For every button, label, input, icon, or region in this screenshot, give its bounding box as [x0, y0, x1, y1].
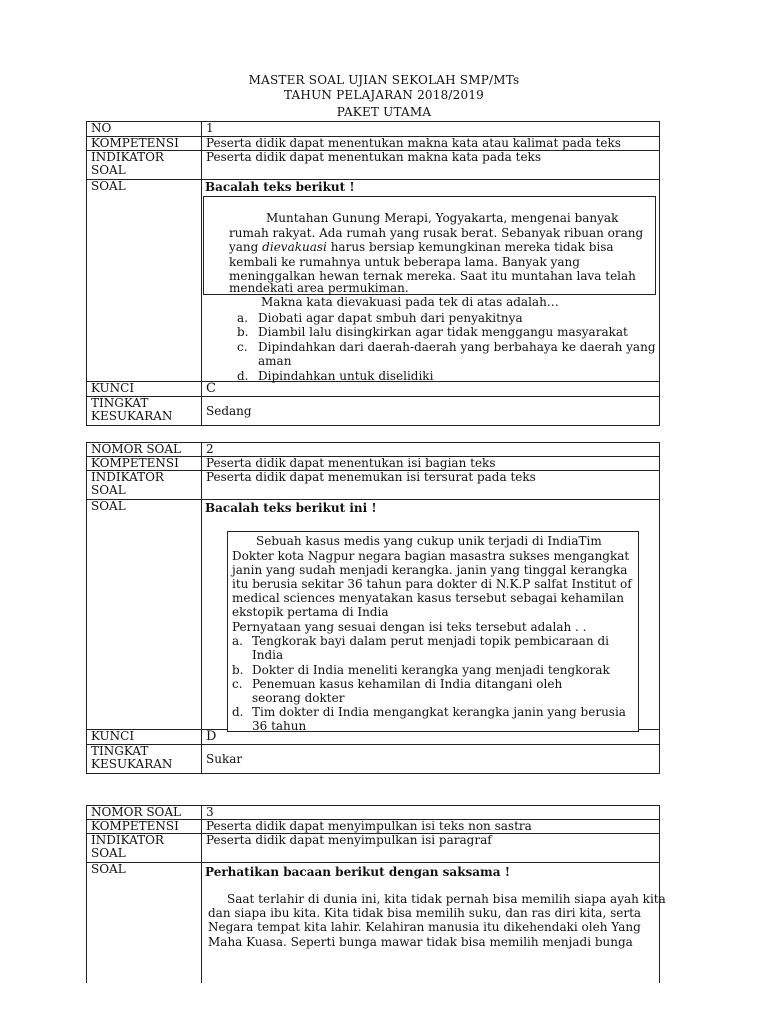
no-label: NO	[87, 122, 202, 137]
indikator-label: INDIKATOR SOAL	[87, 834, 202, 863]
passage-line: mendekati area permukiman.	[229, 281, 409, 295]
passage-line: itu berusia sekitar 36 tahun para dokter di N.K.P salfat Institut of	[232, 577, 632, 591]
indikator-value: Peserta didik dapat menemukan isi tersurat pada teks	[202, 471, 660, 500]
option-d: d. Dipindahkan untuk diselidiki	[237, 369, 434, 383]
doc-title: MASTER SOAL UJIAN SEKOLAH SMP/MTs	[248, 73, 520, 87]
kompetensi-value: Peserta didik dapat menentukan makna kata atau kalimat pada teks	[202, 137, 660, 151]
passage-line: medical sciences menyatakan kasus tersebut sebagai kehamilan	[232, 591, 624, 605]
passage-line: meninggalkan hewan ternak mereka. Saat itu muntahan lava telah	[229, 269, 636, 283]
no-value: 3	[202, 806, 660, 820]
question-2-question: Pernyataan yang sesuai dengan isi teks tersebut adalah . .	[232, 620, 587, 634]
no-value: 1	[202, 122, 660, 137]
tingkat-label: TINGKAT KESUKARAN	[87, 397, 202, 426]
passage-line: dan siapa ibu kita. Kita tidak bisa memilih suku, dan ras diri kita, serta	[208, 906, 642, 920]
kunci-value: C	[202, 382, 660, 397]
kompetensi-label: KOMPETENSI	[87, 137, 202, 151]
kunci-label: KUNCI	[87, 730, 202, 745]
passage-line: Dokter kota Nagpur negara bagian masastra sukses mengangkat	[232, 549, 630, 563]
question-2-instruction: Bacalah teks berikut ini !	[205, 501, 377, 515]
option-b: b. Dokter di India meneliti kerangka yang menjadi tengkorak	[232, 663, 610, 677]
question-2-passage-box	[227, 531, 639, 732]
option-c: c. Penemuan kasus kehamilan di India ditangani oleh seorang dokter	[232, 677, 563, 705]
no-label: NOMOR SOAL	[87, 806, 202, 820]
option-d: d. Tim dokter di India mengangkat kerangka janin yang berusia 36 tahun	[232, 705, 626, 733]
passage-line: yang dievakuasi harus bersiap kemungkinan mereka tidak bisa	[229, 240, 614, 254]
tingkat-value: Sukar	[202, 745, 660, 774]
passage-line: Negara tempat kita lahir. Kelahiran manusia itu dikehendaki oleh Yang	[208, 920, 641, 934]
passage-line: Maha Kuasa. Seperti bunga mawar tidak bisa memilih menjadi bunga	[208, 935, 633, 949]
kompetensi-value: Peserta didik dapat menyimpulkan isi teks non sastra	[202, 820, 660, 834]
soal-label: SOAL	[87, 863, 202, 983]
no-label: NOMOR SOAL	[87, 443, 202, 457]
soal-label: SOAL	[87, 180, 202, 382]
no-value: 2	[202, 443, 660, 457]
kompetensi-label: KOMPETENSI	[87, 820, 202, 834]
passage-line: rumah rakyat. Ada rumah yang rusak berat. Sebanyak ribuan orang	[229, 226, 644, 240]
tingkat-label: TINGKAT KESUKARAN	[87, 745, 202, 774]
doc-package: PAKET UTAMA	[336, 105, 432, 119]
kompetensi-value: Peserta didik dapat menentukan isi bagian teks	[202, 457, 660, 471]
passage-line: Saat terlahir di dunia ini, kita tidak pernah bisa memilih siapa ayah kita	[227, 892, 666, 906]
question-1-instruction: Bacalah teks berikut !	[205, 180, 355, 194]
soal-label: SOAL	[87, 500, 202, 730]
kompetensi-label: KOMPETENSI	[87, 457, 202, 471]
option-a: a. Diobati agar dapat smbuh dari penyakitnya	[237, 311, 523, 325]
kunci-label: KUNCI	[87, 382, 202, 397]
indikator-value: Peserta didik dapat menyimpulkan isi paragraf	[202, 834, 660, 863]
indikator-label: INDIKATOR SOAL	[87, 151, 202, 180]
indikator-value: Peserta didik dapat menentukan makna kata pada teks	[202, 151, 660, 180]
passage-line: Sebuah kasus medis yang cukup unik terjadi di IndiaTim	[256, 534, 602, 548]
passage-line: ekstopik pertama di India	[232, 605, 389, 619]
question-1-question: Makna kata dievakuasi pada tek di atas adalah…	[261, 295, 559, 309]
kunci-value: D	[202, 730, 660, 745]
question-3-instruction: Perhatikan bacaan berikut dengan saksama !	[205, 865, 510, 879]
doc-year: TAHUN PELAJARAN 2018/2019	[284, 88, 484, 102]
passage-line: janin yang sudah menjadi kerangka. janin yang tinggal kerangka	[232, 563, 628, 577]
option-b: b. Diambil lalu disingkirkan agar tidak menggangu masyarakat	[237, 325, 628, 339]
passage-line: Muntahan Gunung Merapi, Yogyakarta, mengenai banyak	[266, 211, 619, 225]
option-a: a. Tengkorak bayi dalam perut menjadi topik pembicaraan di India	[232, 634, 609, 662]
question-1-passage-box	[203, 196, 656, 295]
tingkat-value: Sedang	[202, 397, 660, 426]
option-c: c. Dipindahkan dari daerah-daerah yang berbahaya ke daerah yang aman	[237, 340, 656, 368]
passage-line: kembali ke rumahnya untuk beberapa lama. Banyak yang	[229, 255, 580, 269]
indikator-label: INDIKATOR SOAL	[87, 471, 202, 500]
